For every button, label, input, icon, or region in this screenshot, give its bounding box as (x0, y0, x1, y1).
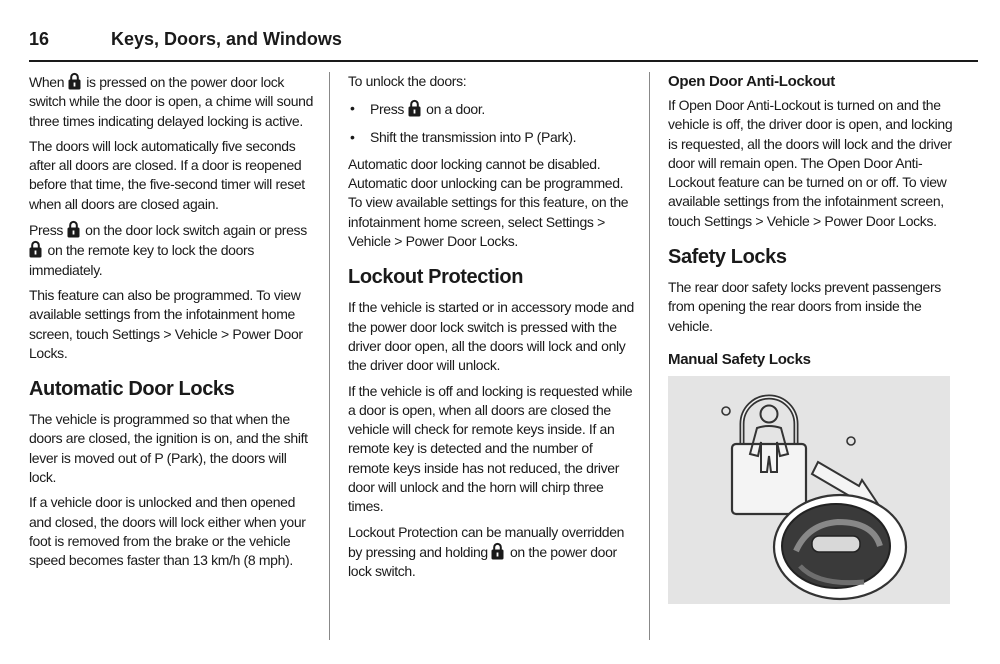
lock-icon (68, 72, 81, 90)
lock-slot (774, 495, 906, 599)
dot-marker (722, 407, 730, 415)
paragraph: To unlock the doors: (348, 73, 467, 89)
heading-automatic-door-locks: Automatic Door Locks (29, 378, 235, 401)
paragraph: The doors will lock automatically five seconds after all doors are closed. If a door is reopened before that time, the five-second timer will reset when all doors are closed again. (29, 137, 305, 212)
child-lock-diagram (668, 376, 950, 604)
column-2 (348, 72, 634, 588)
column-divider-2 (649, 72, 650, 640)
paragraph: Automatic door locking cannot be disabled. Automatic door unlocking can be programmed. To view available settings for this feature, on the infotainment home screen, select Settings > Vehicle > Power Door Locks. (348, 155, 629, 250)
paragraph: The rear door safety locks prevent passengers from opening the rear doors from inside the vehicle. (668, 279, 941, 334)
page-number: 16 (29, 29, 50, 49)
paragraph: If the vehicle is off and locking is requested while a door is open, when all doors are closed the vehicle will check for remote keys inside. If an remote key is detected and the number of remote keys inside has not reduced, the driver door will unlock and the horn will chirp three times. (348, 382, 633, 515)
safety-lock-illustration (668, 376, 950, 604)
column-1 (29, 72, 315, 577)
paragraph: If Open Door Anti-Lockout is turned on and the vehicle is off, the driver door is open, and locking is requested, all the doors will lock and the driver door will remain open. The Open Door Anti-Lockout feature can be turned on or off. To view available settings from the infotainment screen, touch Settings > Vehicle > Power Door Locks. (668, 97, 953, 229)
bullet-icon: • (350, 100, 355, 117)
section-title: Keys, Doors, and Windows (111, 29, 342, 49)
paragraph: Lockout Protection can be manually overridden by pressing and holding on the power door lock switch. (348, 523, 625, 580)
column-3 (668, 72, 958, 604)
subheading-manual-safety-locks: Manual Safety Locks (668, 350, 811, 368)
paragraph: If a vehicle door is unlocked and then opened and closed, the doors will lock either when your foot is removed from the brake or the vehicle speed becomes faster than 13 km/h (8 mph). (29, 494, 306, 569)
bullet-icon: • (350, 128, 355, 145)
list-item: • Shift the transmission into P (Park). (348, 128, 634, 147)
paragraph: Press on the door lock switch again or press on the remote key to lock the doors immediately. (29, 222, 307, 278)
page-header (29, 26, 978, 62)
bullet-list (348, 99, 634, 147)
column-divider-1 (329, 72, 330, 640)
dot-marker (847, 437, 855, 445)
paragraph: If the vehicle is started or in accessory mode and the power door lock switch is pressed with the driver door open, all the doors will lock and only the driver door will unlock. (348, 299, 634, 374)
heading-lockout-protection: Lockout Protection (348, 266, 524, 289)
paragraph: This feature can also be programmed. To view available settings from the infotainment home screen, touch Settings > Vehicle > Power Door Locks. (29, 286, 303, 361)
list-item: • Press on a door. (350, 100, 485, 118)
child-lock-symbol (732, 397, 806, 514)
lock-icon (29, 240, 42, 258)
lock-icon (408, 99, 421, 117)
paragraph: The vehicle is programmed so that when the doors are closed, the ignition is on, and the shift lever is moved out of P (Park), the doors will lock. (29, 411, 308, 486)
lock-icon (491, 542, 504, 560)
paragraph: When is pressed on the power door lock switch while the door is open, a chime will sound three times indicating delayed locking is active. (29, 74, 314, 129)
lock-icon (67, 220, 80, 238)
heading-safety-locks: Safety Locks (668, 246, 787, 269)
subheading-open-door-anti-lockout: Open Door Anti-Lockout (668, 73, 835, 90)
